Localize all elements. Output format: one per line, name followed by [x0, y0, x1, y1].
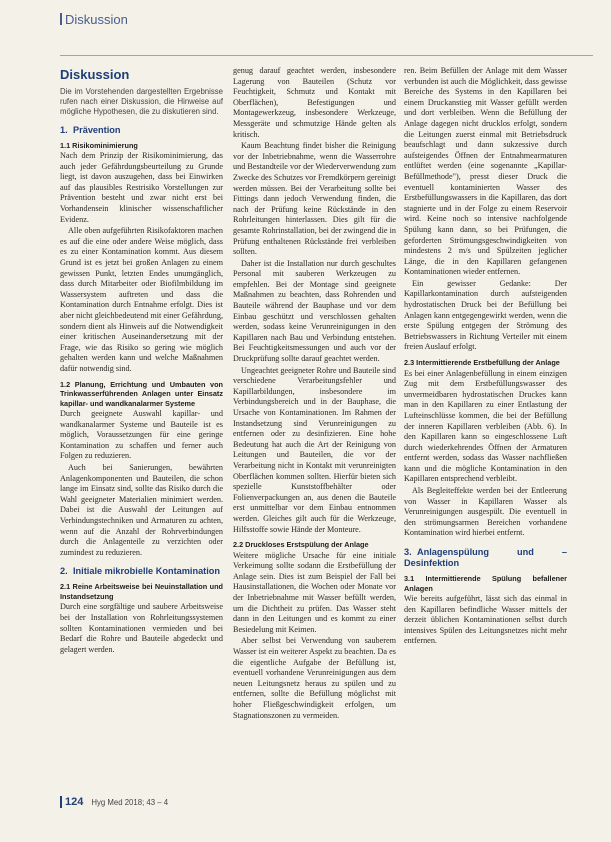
paragraph: Wie bereits aufgeführt, lässt sich das einmal in den Kapillaren befindliche Wasser mittels der derzeit üblichen Kontaminationen selbst durch intensives Spülen des Leitungsnetzes nicht mehr entfernen.	[404, 594, 567, 646]
running-head	[60, 12, 128, 27]
paragraph: Weitere mögliche Ursache für eine initiale Verkeimung sollte sodann die Erstbefüllung der Anlage sein. Dies ist zum Beispiel der Fall bei Hausinstallationen, die Wochen oder Monate vor der Inbetriebnahme mit Wasser befüllt werden, um die Dichtheit zu prüfen. Das Wasser steht dann in den Leitungen und es kommt zu einer Besiedelung mit Keimen.	[233, 550, 396, 634]
paragraph: Auch bei Sanierungen, bewährten Anlagenkomponenten und Bauteilen, die schon lange im Einsatz sind, sollte das Risiko durch die Wahl geeigneter Materialien minimiert werden. Dabei ist die Auswahl der Leitungen auf Verbindungstechniken und Armaturen zu achten, wenn auf die Anzahl der Rohrverbindungen durch die Anlagenteile zu verzichten oder zumindest zu reduzieren.	[60, 463, 223, 557]
paragraph: Als Begleiteffekte werden bei der Entleerung von Wasser in Kapillaren Wasser als Verunreinigungen ausgespült. Die eventuell in den strömungsarmen Bereichen vorhandene Kontamination wird hierbei entfernt.	[404, 486, 567, 538]
page-footer	[60, 796, 168, 808]
subheading-1-1: 1.1 Risikominimierung	[60, 140, 138, 150]
running-head-bar	[60, 13, 62, 25]
journal-citation: Hyg Med 2018; 43 – 4	[91, 798, 169, 807]
paragraph: Alle oben aufgeführten Risikofaktoren machen es auf die eine oder andere Weise möglich, dass es zu einer Kontamination kommt. Aus diesem Grund ist es jetzt bei großen Anlagen zu einem gewissen Punkt, letzten Endes unumgänglich, dass durch Mitarbeiter oder Biofilmbildung im Wassersystem auftreten und dass die Kontamination durch Entnahme erfolgt. Dies ist aber nicht gleichbedeutend mit einer Gefährdung, sondern dient als Hinweis auf die Notwendigkeit einer kritischen Auseinandersetzung mit der Frage, wie das Risiko so gering wie möglich gehalten werden kann und welche Maßnahmen dafür notwendig sind.	[60, 226, 223, 373]
paragraph: Ungeachtet geeigneter Rohre und Bauteile sind verschiedene Verarbeitungsfehler und Kapillarbildungen, insbesondere im Verbindungsbereich und in der Bauphase, die Ursache von Kontaminationen. Im Rahmen der Instandsetzung sind Verunreinigungen zu entfernen oder zu desinfizieren. Eine hohe Bedeutung hat auch die Art der Reinigung von Leitungen und Bauteilen, die vor der Verarbeitung nicht in Kontakt mit verunreinigten Oberflächen kommen sollten. Hierfür bieten sich spezielle Kunststoffbehälter oder Folienverpackungen an, aus denen die Bauteile erst unmittelbar vor dem Einbau entnommen werden. Gleiches gilt auch für die Werkzeuge, Hilfsstoffe sowie Hände der Monteure.	[233, 365, 396, 534]
column-1	[60, 66, 223, 801]
heading-anlagenspuelung: 3. Anlagenspülung und – Desinfektion	[404, 547, 567, 569]
paragraph: Durch eine sorgfältige und saubere Arbeitsweise bei der Installation von Rohrleitungssystemen sollten Kontaminationen vermieden und bei Bedarf die Rohre und Bauteile abgedeckt und gelagert werden.	[60, 602, 223, 654]
header-rule	[60, 55, 593, 56]
subheading-2-2: 2.2 Druckloses Erstspülung der Anlage	[233, 540, 369, 550]
paragraph: Daher ist die Installation nur durch geschultes Personal mit sauberen Werkzeugen zu empfehlen. Bei der Montage sind geeignete Maßnahmen zu beachten, dass Rohrenden und Bauteile während der Bauphase und vor dem Einbau geschützt und verschlossen gehalten werden, sodass keine Verunreinigungen in den Kapillaren nach Bau und Verbindung entstehen. Bei Feuchtigkeitsmessungen und auch vor der Druckprüfung sollte darauf geachtet werden.	[233, 258, 396, 364]
subheading-2-1: 2.1 Reine Arbeitsweise bei Neuinstallation und Instandsetzung	[60, 582, 223, 601]
lead-paragraph: Die im Vorstehenden dargestellten Ergebnisse rufen nach einer Diskussion, die Hinweise auf mögliche Hypothesen, die zu diskutieren sind.	[60, 86, 223, 116]
paragraph: genug darauf geachtet werden, insbesondere Lagerung von Bauteilen (Schutz vor Feuchtigkeit, Schmutz und Kontakt mit Oberflächen), Befestigungen und Montagewerkzeug, insbesondere Werkzeuge, Messgeräte und schmutzige Hände gelten als kritisch.	[233, 66, 396, 139]
paragraph: Nach dem Prinzip der Risikominimierung, das auch jeder Gefährdungsbeurteilung zu Grunde liegt, ist davon auszugehen, dass bei Einwirken auf das plausibles Restrisiko Vorstellungen zur Prävention besteht und zwar nicht erst bei Vorhandensein klinischer wissenschaftlicher Evidenz.	[60, 151, 223, 224]
section-title: Diskussion	[60, 67, 130, 82]
paragraph: Kaum Beachtung findet bisher die Reinigung vor der Inbetriebnahme, wenn die Wasserrohre und Bestandteile vor der Wiederverwendung zum Zwecke des Schutzes vor Fremdkörpern gereinigt werden müssen. Bei der Verarbeitung sollte bei Fittings dann jedoch Verwendung finden, die nach der Prüfung keine Rückstände in den Rohrleitungen hinterlassen. Dies gilt für die gesamte Rohrinstallation, bei der zwingend die in Prüfung enthaltenen Rückstände frei verbleiben sollten.	[233, 141, 396, 257]
column-3	[404, 66, 567, 801]
paragraph: Durch geeignete Auswahl kapillar- und wandkanalarmer Systeme und Bauteile ist es möglich, Voraussetzungen für eine geringe Kontamination zu schaffen und ferner auch Folgen zu reduzieren.	[60, 409, 223, 461]
column-2	[233, 66, 396, 801]
paragraph: Ein gewisser Gedanke: Der Kapillarkontamination durch aufsteigenden hydrostatischen Druck bei der Befüllung bei Anlagen kann entgegengewirkt werden, wenn die erste Spülung entgegen der Strömung des Betriebswassers in Richtung Verteiler mit einem freien Auslauf erfolgt.	[404, 278, 567, 352]
subheading-1-2: 1.2 Planung, Errichtung und Umbauten von Trinkwasserführenden Anlagen unter Einsatz kapillar- und wandkanalarmer Systeme	[60, 379, 223, 408]
paragraph: Aber selbst bei Verwendung von sauberem Wasser ist ein weiterer Aspekt zu beachten. Da es die eigentliche Aufgabe der Befüllung ist, eventuell vorhandene Verunreinigungen aus dem neuen Leitungsnetz heraus zu spülen und zu entfernen, sollte die Befüllung möglichst mit hoher Fließgeschwindigkeit erfolgen, um Stagnationszonen zu vermeiden.	[233, 636, 396, 720]
paragraph: ren. Beim Befüllen der Anlage mit dem Wasser verbunden ist auch die Möglichkeit, dass gewisse Bereiche des Systems in den Kapillaren bei einem Druckanstieg mit Wasser gefüllt werden und dort verbleiben. Wenn die Befüllung der Anlage dagegen nicht drucklos erfolgt, sondern die Leitungen zuerst einmal mit Betriebsdruck beaufschlagt und dann sukzessive durch aufsteigendes Öffnen der Entnahmearmaturen entlüftet werden (eine sogenannte „Kapillar-Befüllmethode"), presst dieser Druck die eventuell kontaminierten Wasser des Erstbefüllungswassers in die Kapillaren, das dort stagnierte und in der Folge zu einem Reservoir wird. Keine noch so intensive nachfolgende Spülung kann dann, so bei Prüfungen, die geforderten Strömungsgeschwindigkeiten von mindestens 2 m/s und Spülzeiten jeglicher Länge, die in den Kapillaren gefangenen Kontaminationen wieder entfernen.	[404, 66, 567, 277]
running-head-label: Diskussion	[65, 12, 128, 27]
page-number: 124	[60, 796, 83, 808]
heading-kontamination: 2. Initiale mikrobielle Kontamination	[60, 566, 221, 577]
subheading-2-3: 2.3 Intermittierende Erstbefüllung der Anlage	[404, 358, 560, 368]
paragraph: Es bei einer Anlagenbefüllung in einem einzigen Zug mit dem Erstbefüllungswasser des unvermeidbaren hydrostatischen Druckes kann man in den Kapillaren zu einer Entlastung der Lufteinschlüsse kommen, die bei der Befüllung der inneren Kapillaren verbleiben (Abb. 6). In den Kapillaren kann so eingeschlossene Luft durch wiederkehrendes Öffnen der Armaturen entfernt werden, sodass das Wasser nachfließen kann und die mögliche Kontamination in den Kapillaren entsprechend verbleibt.	[404, 368, 567, 484]
subheading-3-1: 3.1 Intermittierende Spülung befallener Anlagen	[404, 574, 567, 593]
heading-praevention: 1. Prävention	[60, 124, 121, 135]
